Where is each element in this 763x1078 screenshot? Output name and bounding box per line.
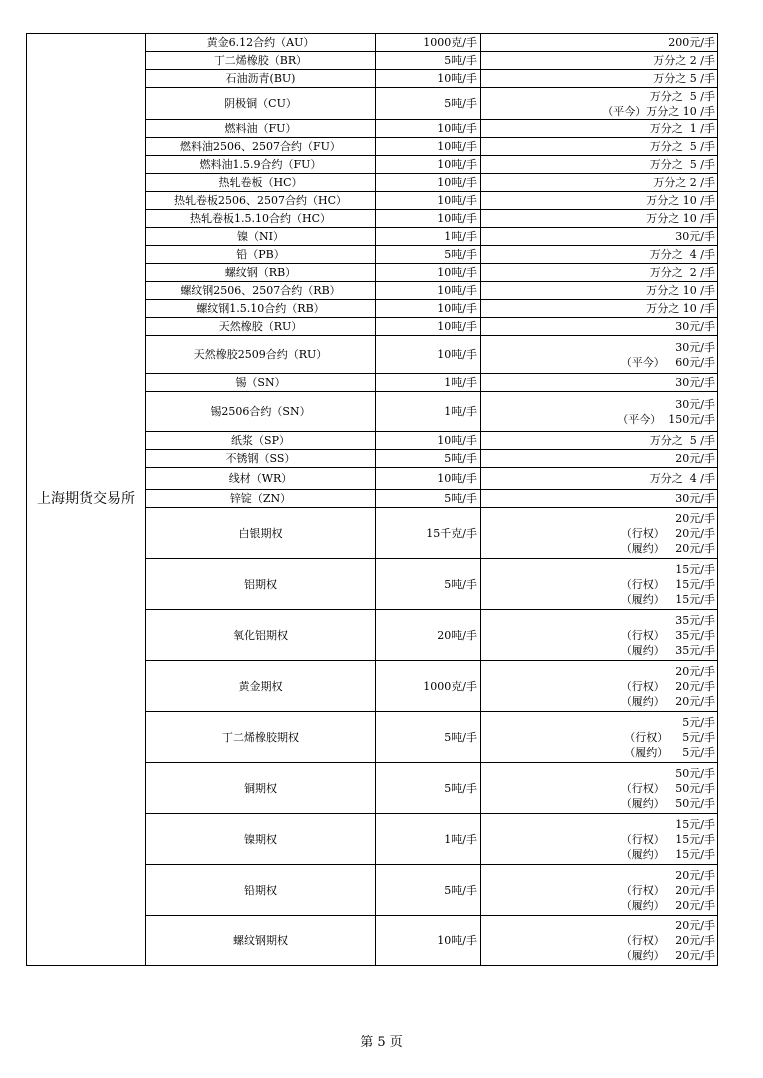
trading-unit: 15千克/手: [376, 508, 481, 559]
fee-line: 万分之 4 /手: [649, 248, 715, 261]
trading-unit: 10吨/手: [376, 174, 481, 192]
fee-line: 30元/手: [675, 397, 715, 411]
fee-cell: [481, 282, 718, 300]
trading-unit: 1000克/手: [376, 34, 481, 52]
fee-line: 万分之 10 /手: [646, 194, 715, 207]
fee-line: 15元/手: [675, 817, 715, 831]
fee-line: （行权） 20元/手: [620, 934, 715, 947]
fee-line: 万分之 5 /手: [649, 434, 715, 447]
fee-line: （平今） 60元/手: [620, 355, 715, 369]
contract-name: 黄金6.12合约（AU）: [146, 34, 376, 52]
contract-name: 螺纹钢期权: [146, 916, 376, 966]
fee-line: 20元/手: [675, 511, 715, 525]
contract-name: 铅（PB）: [146, 246, 376, 264]
contract-name: 丁二烯橡胶（BR）: [146, 52, 376, 70]
fee-cell: [481, 192, 718, 210]
trading-unit: 10吨/手: [376, 300, 481, 318]
fee-cell: [481, 34, 718, 52]
fee-cell: [481, 763, 718, 814]
fee-line: 15元/手: [675, 562, 715, 576]
fee-cell: [481, 318, 718, 336]
trading-unit: 1吨/手: [376, 814, 481, 865]
fee-cell: [481, 52, 718, 70]
trading-unit: 5吨/手: [376, 559, 481, 610]
fee-cell: [481, 210, 718, 228]
fee-line: 万分之 5 /手: [649, 89, 715, 103]
fee-line: 30元/手: [675, 320, 715, 333]
trading-unit: 1000克/手: [376, 661, 481, 712]
trading-unit: 10吨/手: [376, 468, 481, 490]
fee-line: 30元/手: [675, 492, 715, 505]
contract-name: 锡2506合约（SN）: [146, 392, 376, 432]
fee-line: （平今）万分之 10 /手: [602, 104, 715, 118]
trading-unit: 10吨/手: [376, 138, 481, 156]
trading-unit: 5吨/手: [376, 865, 481, 916]
fee-cell: [481, 916, 718, 966]
contract-name: 阴极铜（CU）: [146, 88, 376, 120]
fee-line: 200元/手: [668, 36, 715, 49]
contract-name: 螺纹钢（RB）: [146, 264, 376, 282]
fee-line: 万分之 2 /手: [653, 54, 715, 67]
fee-line: 万分之 2 /手: [653, 176, 715, 189]
page-number: 第 5 页: [360, 1035, 403, 1050]
fee-line: （履约） 35元/手: [620, 643, 715, 657]
table-row: [27, 34, 718, 52]
fee-cell: [481, 610, 718, 661]
fee-line: （行权） 20元/手: [620, 526, 715, 540]
fee-cell: [481, 392, 718, 432]
exchange-name: 上海期货交易所: [27, 34, 146, 966]
fee-cell: [481, 88, 718, 120]
contract-name: 镍期权: [146, 814, 376, 865]
trading-unit: 5吨/手: [376, 450, 481, 468]
fee-cell: [481, 174, 718, 192]
contract-name: 热轧卷板2506、2507合约（HC）: [146, 192, 376, 210]
contract-name: 白银期权: [146, 508, 376, 559]
trading-unit: 5吨/手: [376, 490, 481, 508]
fee-table-body: [27, 34, 718, 966]
contract-name: 镍（NI）: [146, 228, 376, 246]
fee-line: （行权） 15元/手: [620, 832, 715, 846]
trading-unit: 1吨/手: [376, 392, 481, 432]
contract-name: 螺纹钢2506、2507合约（RB）: [146, 282, 376, 300]
contract-name: 锌锭（ZN）: [146, 490, 376, 508]
fee-cell: [481, 156, 718, 174]
fee-line: 万分之 10 /手: [646, 212, 715, 225]
trading-unit: 10吨/手: [376, 156, 481, 174]
contract-name: 热轧卷板（HC）: [146, 174, 376, 192]
fee-line: （行权） 5元/手: [624, 730, 715, 744]
fee-line: 50元/手: [675, 766, 715, 780]
contract-name: 纸浆（SP）: [146, 432, 376, 450]
trading-unit: 10吨/手: [376, 192, 481, 210]
fee-line: （履约） 20元/手: [620, 949, 715, 962]
trading-unit: 1吨/手: [376, 374, 481, 392]
contract-name: 不锈钢（SS）: [146, 450, 376, 468]
fee-line: 30元/手: [675, 340, 715, 354]
contract-name: 丁二烯橡胶期权: [146, 712, 376, 763]
contract-name: 氧化铝期权: [146, 610, 376, 661]
fee-line: 20元/手: [675, 868, 715, 882]
fee-line: （履约） 15元/手: [620, 847, 715, 861]
fee-table: [26, 33, 718, 966]
fee-cell: [481, 450, 718, 468]
fee-cell: [481, 300, 718, 318]
fee-line: （履约） 20元/手: [620, 694, 715, 708]
trading-unit: 10吨/手: [376, 336, 481, 374]
fee-cell: [481, 246, 718, 264]
trading-unit: 10吨/手: [376, 70, 481, 88]
fee-cell: [481, 336, 718, 374]
trading-unit: 5吨/手: [376, 246, 481, 264]
contract-name: 黄金期权: [146, 661, 376, 712]
contract-name: 铜期权: [146, 763, 376, 814]
contract-name: 铅期权: [146, 865, 376, 916]
fee-line: （履约） 20元/手: [620, 541, 715, 555]
contract-name: 石油沥青(BU): [146, 70, 376, 88]
trading-unit: 5吨/手: [376, 52, 481, 70]
fee-line: （行权） 15元/手: [620, 577, 715, 591]
trading-unit: 10吨/手: [376, 120, 481, 138]
fee-line: 20元/手: [675, 452, 715, 465]
fee-line: 万分之 10 /手: [646, 302, 715, 315]
fee-cell: [481, 814, 718, 865]
fee-cell: [481, 228, 718, 246]
fee-line: （履约） 5元/手: [624, 745, 715, 759]
trading-unit: 10吨/手: [376, 264, 481, 282]
fee-line: （履约） 20元/手: [620, 898, 715, 912]
contract-name: 热轧卷板1.5.10合约（HC）: [146, 210, 376, 228]
trading-unit: 5吨/手: [376, 88, 481, 120]
trading-unit: 20吨/手: [376, 610, 481, 661]
fee-line: 万分之 5 /手: [653, 72, 715, 85]
fee-line: 20元/手: [675, 919, 715, 932]
fee-line: 5元/手: [682, 715, 715, 729]
fee-cell: [481, 138, 718, 156]
fee-line: 万分之 5 /手: [649, 140, 715, 153]
fee-cell: [481, 508, 718, 559]
trading-unit: 10吨/手: [376, 916, 481, 966]
fee-cell: [481, 661, 718, 712]
trading-unit: 10吨/手: [376, 318, 481, 336]
fee-cell: [481, 120, 718, 138]
contract-name: 燃料油1.5.9合约（FU）: [146, 156, 376, 174]
fee-line: 万分之 10 /手: [646, 284, 715, 297]
fee-line: （行权） 50元/手: [620, 781, 715, 795]
fee-line: 20元/手: [675, 664, 715, 678]
fee-line: （履约） 15元/手: [620, 592, 715, 606]
contract-name: 天然橡胶（RU）: [146, 318, 376, 336]
trading-unit: 10吨/手: [376, 282, 481, 300]
fee-cell: [481, 559, 718, 610]
trading-unit: 5吨/手: [376, 712, 481, 763]
fee-line: 万分之 2 /手: [649, 266, 715, 279]
fee-cell: [481, 374, 718, 392]
fee-line: 30元/手: [675, 230, 715, 243]
contract-name: 燃料油（FU）: [146, 120, 376, 138]
fee-line: 万分之 4 /手: [649, 472, 715, 485]
contract-name: 锡（SN）: [146, 374, 376, 392]
trading-unit: 10吨/手: [376, 432, 481, 450]
fee-cell: [481, 264, 718, 282]
fee-cell: [481, 865, 718, 916]
contract-name: 线材（WR）: [146, 468, 376, 490]
contract-name: 燃料油2506、2507合约（FU）: [146, 138, 376, 156]
fee-line: （履约） 50元/手: [620, 796, 715, 810]
fee-line: （行权） 35元/手: [620, 628, 715, 642]
fee-line: （行权） 20元/手: [620, 883, 715, 897]
fee-line: 35元/手: [675, 613, 715, 627]
fee-line: （平今） 150元/手: [617, 412, 715, 426]
fee-cell: [481, 70, 718, 88]
fee-cell: [481, 468, 718, 490]
fee-line: 万分之 1 /手: [649, 122, 715, 135]
contract-name: 铝期权: [146, 559, 376, 610]
contract-name: 螺纹钢1.5.10合约（RB）: [146, 300, 376, 318]
fee-line: 万分之 5 /手: [649, 158, 715, 171]
contract-name: 天然橡胶2509合约（RU）: [146, 336, 376, 374]
fee-cell: [481, 712, 718, 763]
fee-line: 30元/手: [675, 376, 715, 389]
fee-line: （行权） 20元/手: [620, 679, 715, 693]
fee-cell: [481, 490, 718, 508]
trading-unit: 5吨/手: [376, 763, 481, 814]
trading-unit: 10吨/手: [376, 210, 481, 228]
trading-unit: 1吨/手: [376, 228, 481, 246]
fee-cell: [481, 432, 718, 450]
